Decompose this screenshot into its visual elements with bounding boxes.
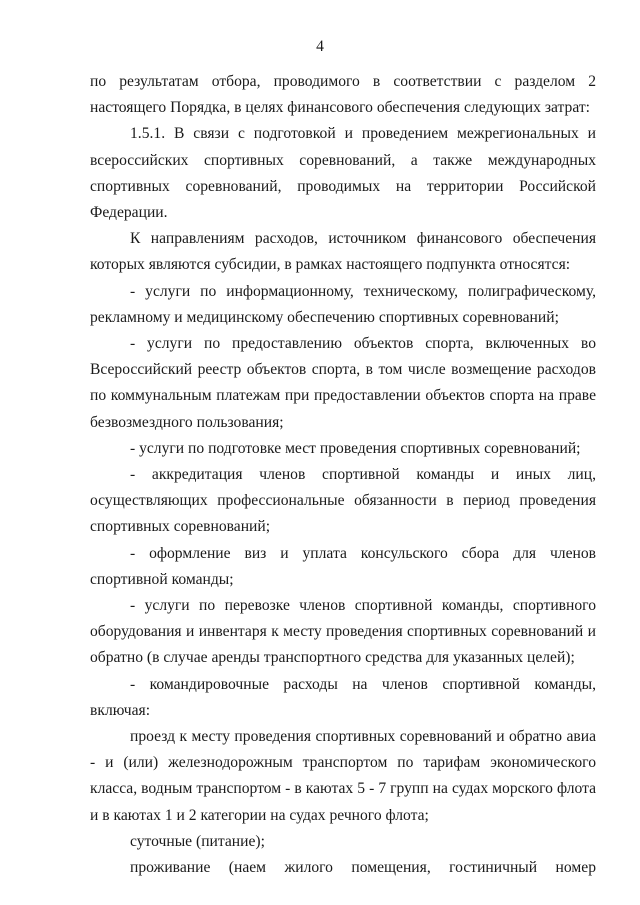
paragraph-continuation: по результатам отбора, проводимого в соответствии с разделом 2 настоящего Порядка, в целях финансового обеспечения следующих затрат: [90, 73, 596, 117]
list-item-venue-preparation: - услуги по подготовке мест проведения спортивных соревнований; [130, 439, 581, 457]
paragraph-travel-fare: проезд к месту проведения спортивных соревнований и обратно авиа - и (или) железнодорожным транспортом по тарифам экономического класса, водным транспортом - в каютах 5 - 7 групп на судах морского флота и в каютах 1 и 2 категории на судах речного флота; [90, 728, 596, 824]
list-item-sports-facilities: - услуги по предоставлению объектов спорта, включенных во Всероссийский реестр объектов спорта, в том числе возмещение расходов по коммунальным платежам при предоставлении объектов спорта на праве безвозмездного пользования; [90, 335, 596, 431]
document-body [90, 69, 596, 881]
list-item-visas: - оформление виз и уплата консульского сбора для членов спортивной команды; [90, 544, 596, 588]
list-item-accreditation: - аккредитация членов спортивной команды и иных лиц, осуществляющих профессиональные обязанности в период проведения спортивных соревнований; [90, 466, 596, 536]
paragraph-expense-directions: К направлениям расходов, источником финансового обеспечения которых являются субсидии, в рамках настоящего подпункта относятся: [90, 230, 596, 274]
list-item-information-services: - услуги по информационному, техническому, полиграфическому, рекламному и медицинскому обеспечению спортивных соревнований; [90, 282, 596, 326]
list-item-travel-expenses: - командировочные расходы на членов спортивной команды, включая: [90, 675, 596, 719]
paragraph-accommodation: проживание (наем жилого помещения, гостиничный номер [130, 859, 596, 877]
page-number: 4 [316, 38, 324, 55]
paragraph-daily-allowance: суточные (питание); [130, 832, 265, 850]
list-item-transportation: - услуги по перевозке членов спортивной команды, спортивного оборудования и инвентаря к месту проведения спортивных соревнований и обратно (в случае аренды транспортного средства для указанных целей); [90, 597, 596, 667]
paragraph-clause-1-5-1: 1.5.1. В связи с подготовкой и проведением межрегиональных и всероссийских спортивных соревнований, а также международных спортивных соревнований, проводимых на территории Российской Федерации. [90, 125, 596, 222]
